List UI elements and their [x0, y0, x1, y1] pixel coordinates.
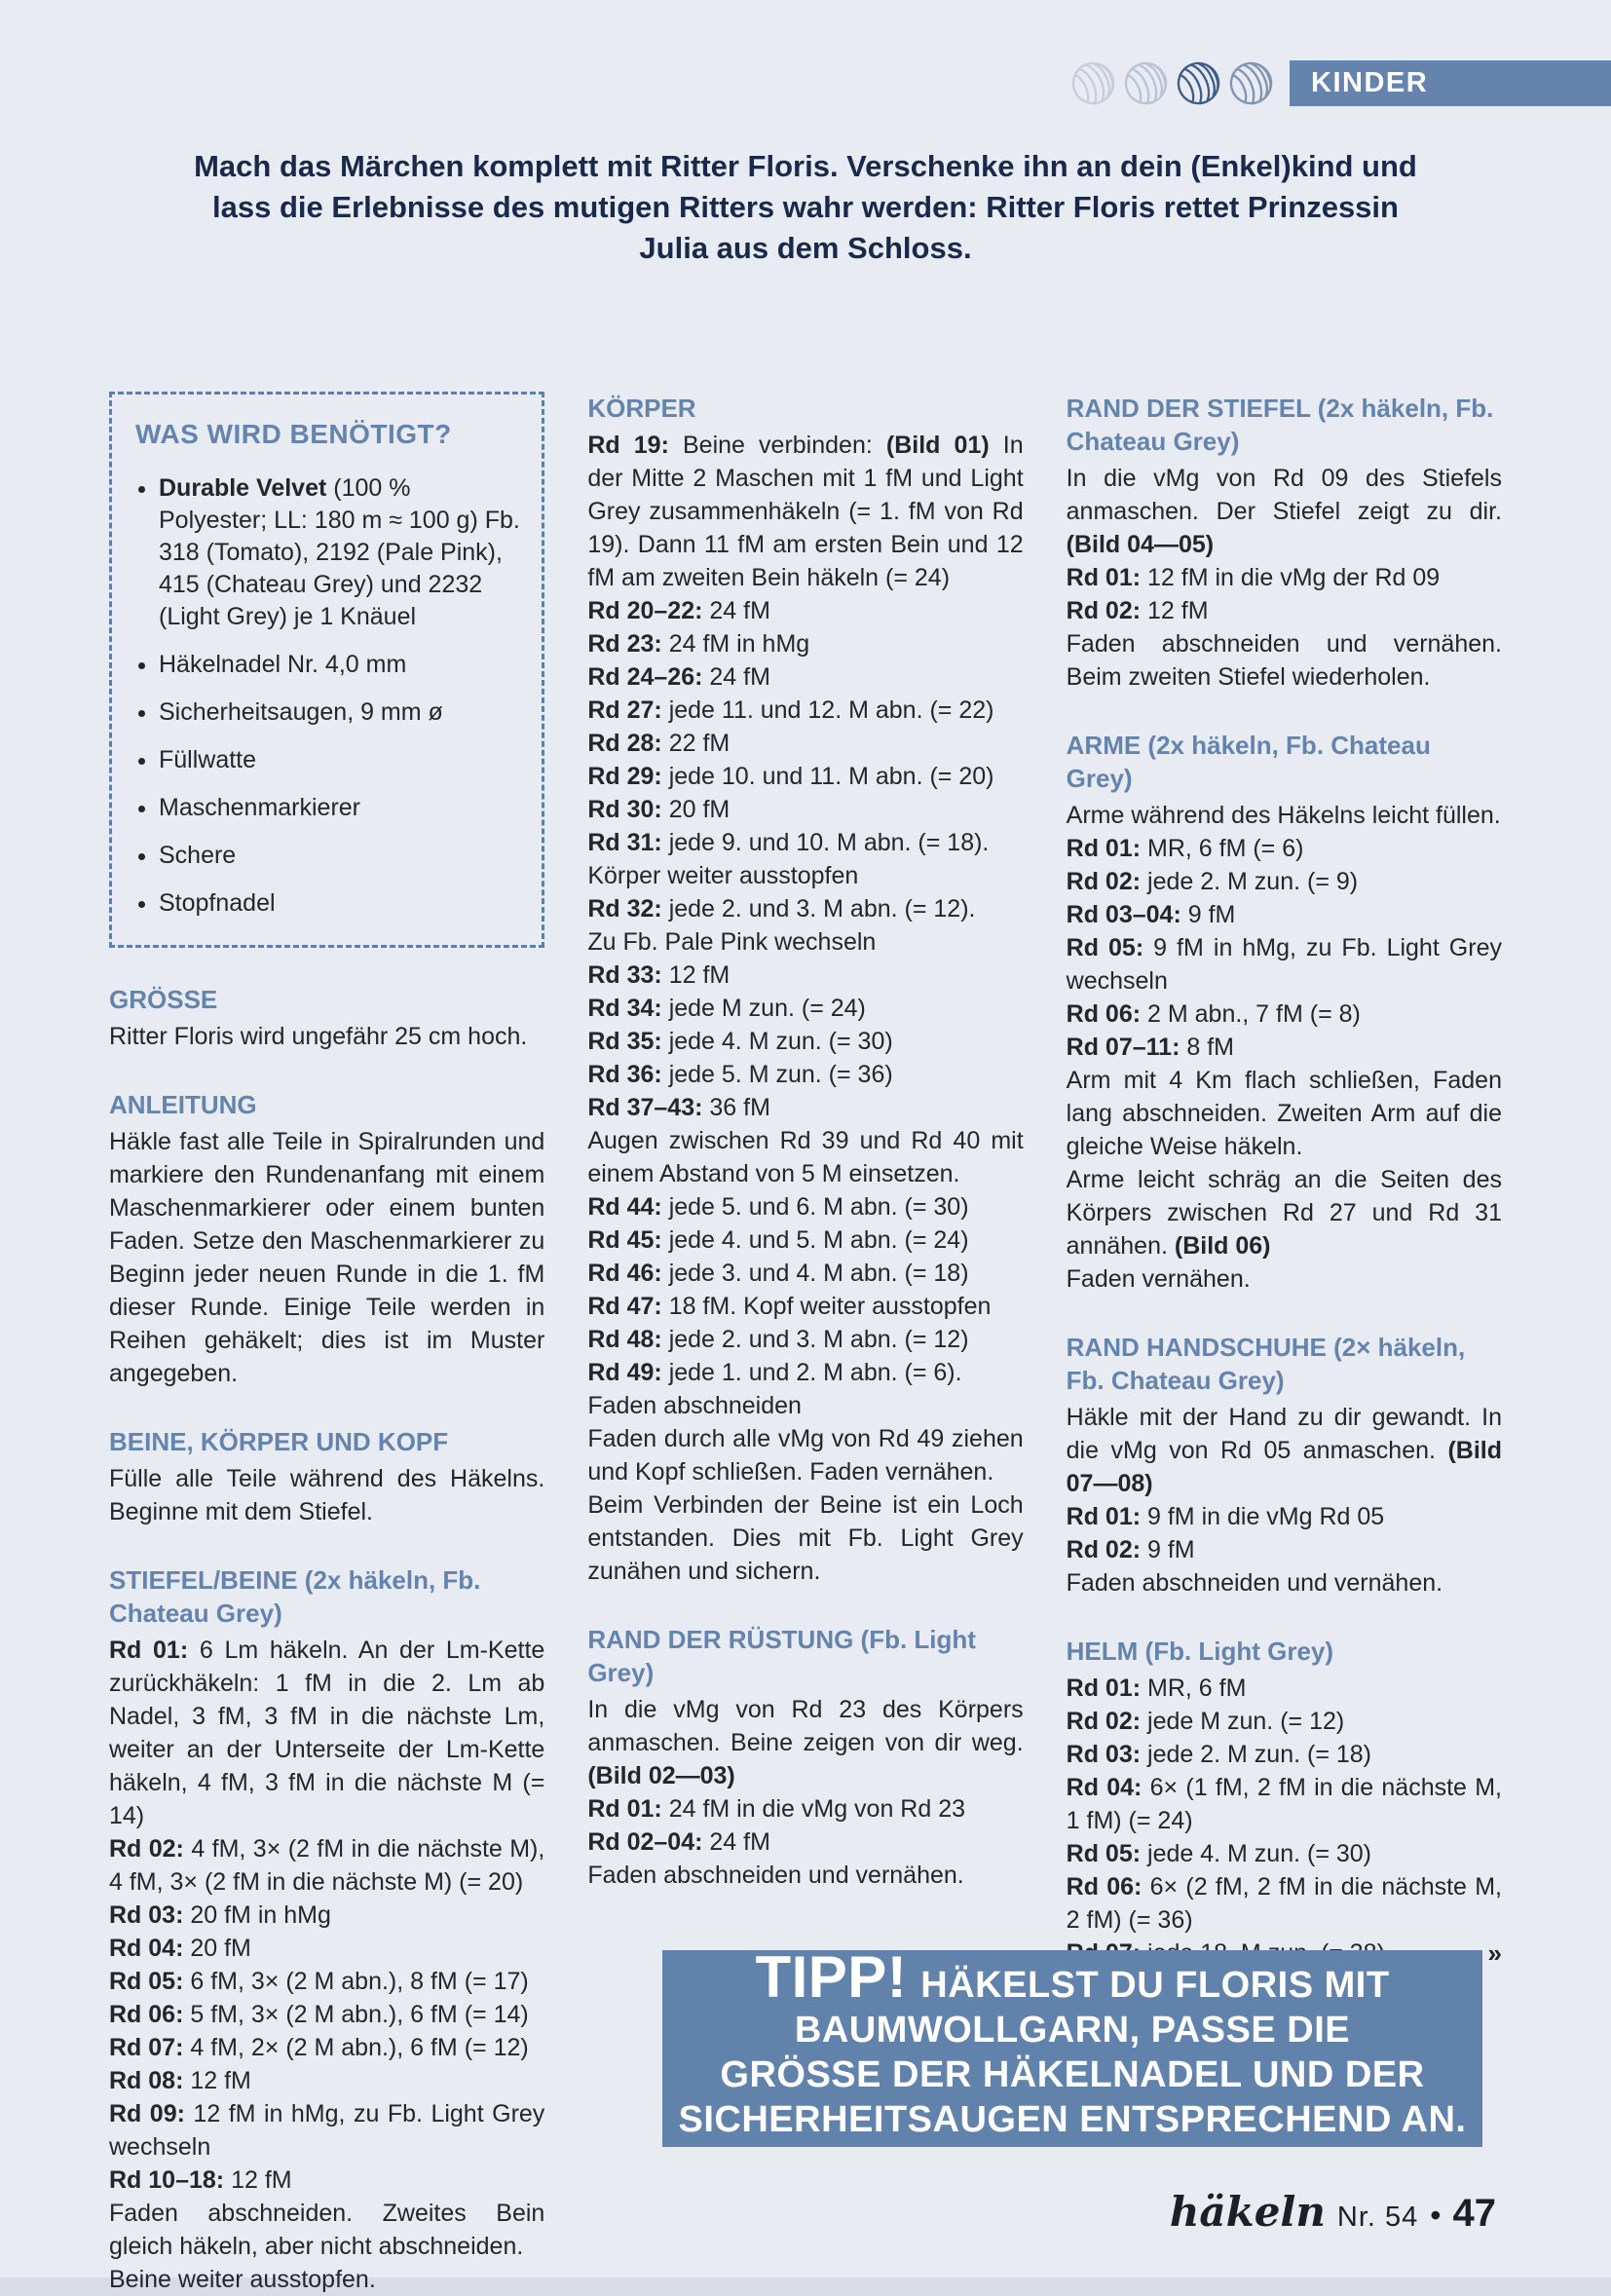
text-line: Rd 20–22: 24 fM [587, 597, 770, 624]
category-bar [1290, 60, 1611, 106]
text-line: Rd 28: 22 fM [587, 730, 731, 757]
continuation-mark-icon: » [1487, 1938, 1502, 1968]
section-body [1067, 1672, 1502, 1970]
page-number: 47 [1452, 2192, 1496, 2235]
section-heading: STIEFEL/BEINE (2x häkeln, Fb. Chateau Grey) [109, 1565, 481, 1628]
section-rand-ruestung [587, 1623, 1023, 1892]
text-line: Rd 03: jede 2. M zun. (= 18) [1066, 1741, 1371, 1768]
text-line: Ritter Floris wird ungefähr 25 cm hoch. [109, 1023, 528, 1050]
text-line: Rd 04: 6× (1 fM, 2 fM in die nächste M, 1 fM) (= 24) [1066, 1774, 1502, 1834]
text-line: Rd 02: 4 fM, 3× (2 fM in die nächste M), 4 fM, 3× (2 fM in die nächste M) (= 20) [109, 1835, 545, 1896]
section-body [109, 1462, 544, 1528]
category-label: KINDER [1311, 67, 1429, 98]
text-line: Rd 01: 6 Lm häkeln. An der Lm-Kette zurückhäkeln: 1 fM in die 2. Lm ab Nadel, 3 fM, 3 fM in die nächste Lm, weiter an der Unterseite der Lm-Kette häkeln, 4 fM, 3 fM in die nächste M (= 14) [109, 1637, 545, 1829]
text-line: Rd 35: jede 4. M zun. (= 30) [587, 1028, 893, 1055]
text-line: Rd 36: jede 5. M zun. (= 36) [587, 1061, 893, 1088]
text-line: Rd 27: jede 11. und 12. M abn. (= 22) [587, 696, 994, 724]
text-line: Rd 03: 20 fM in hMg [109, 1901, 331, 1929]
text-line: Häkle fast alle Teile in Spiralrunden und markiere den Rundenanfang mit einem Maschenmarkierer oder einem bunten Faden. Setze den Maschenmarkierer zu Beginn jeder neuen Runde in die 1. fM dieser Runde. Einige Teile werden in Reihen gehäkelt; dies ist im Muster angegeben. [109, 1128, 545, 1387]
tip-text: HÄKELST DU FLORIS MIT [920, 1965, 1390, 2006]
materials-box [109, 392, 544, 948]
text-line: Rd 01: MR, 6 fM [1066, 1675, 1247, 1702]
text-line: Arm mit 4 Km flach schließen, Faden lang abschneiden. Zweiten Arm auf die gleiche Weise häkeln. [1066, 1067, 1502, 1160]
text-line: Rd 23: 24 fM in hMg [587, 630, 810, 658]
section-groesse [109, 983, 544, 1053]
section-helm [1067, 1635, 1502, 1970]
text-line: Faden abschneiden und vernähen. [587, 1862, 964, 1889]
text-line: Rd 07–11: 8 fM [1066, 1034, 1234, 1061]
text-line: Rd 24–26: 24 fM [587, 663, 770, 691]
section-rand-handschuhe [1067, 1331, 1502, 1600]
section-body [109, 1020, 544, 1053]
text-line: Rd 08: 12 fM [109, 2067, 251, 2094]
text-line: Beim Verbinden der Beine ist ein Loch entstanden. Dies mit Fb. Light Grey zunähen und sichern. [587, 1491, 1024, 1585]
text-line: Rd 47: 18 fM. Kopf weiter ausstopfen [587, 1293, 992, 1320]
text-line: Faden abschneiden und vernähen. Beim zweiten Stiefel wiederholen. [1066, 630, 1502, 691]
text-line: Arme leicht schräg an die Seiten des Körpers zwischen Rd 27 und Rd 31 annähen. (Bild 06) [1066, 1166, 1502, 1260]
section-heading: KÖRPER [587, 394, 696, 423]
text-line: Rd 01: 9 fM in die vMg Rd 05 [1066, 1503, 1385, 1530]
section-heading: RAND DER RÜSTUNG (Fb. Light Grey) [587, 1625, 976, 1687]
text-line: Rd 02–04: 24 fM [587, 1828, 770, 1856]
text-line: Rd 01: 12 fM in die vMg der Rd 09 [1066, 564, 1441, 591]
column-left [109, 392, 544, 2296]
text-line: Rd 10–18: 12 fM [109, 2166, 292, 2194]
section-heading: RAND DER STIEFEL (2x häkeln, Fb. Chateau Grey) [1066, 394, 1494, 456]
yarn-ball-icon [1176, 60, 1221, 106]
tip-line: GRÖSSE DER HÄKELNADEL UND DER [720, 2054, 1425, 2095]
headline-line: Mach das Märchen komplett mit Ritter Floris. Verschenke ihn an dein (Enkel)kind und [194, 149, 1417, 183]
yarn-ball-icons [1070, 60, 1274, 106]
section-rand-stiefel [1067, 392, 1502, 694]
text-line: Rd 02: jede 2. M zun. (= 9) [1066, 868, 1359, 895]
text-line: Rd 03–04: 9 fM [1066, 901, 1236, 928]
text-line: Rd 05: 9 fM in hMg, zu Fb. Light Grey wechseln [1066, 934, 1502, 995]
tip-line [755, 1944, 1390, 2010]
text-line: Rd 49: jede 1. und 2. M abn. (= 6). [587, 1359, 962, 1386]
tip-label: TIPP! [755, 1944, 908, 2010]
section-heading: ANLEITUNG [109, 1090, 257, 1119]
text-line: Faden abschneiden und vernähen. [1066, 1569, 1443, 1597]
text-line: Rd 31: jede 9. und 10. M abn. (= 18). [587, 829, 990, 856]
page-footer [1170, 2188, 1496, 2236]
text-line: Faden abschneiden [587, 1392, 802, 1419]
section-beine-koerper-kopf [109, 1425, 544, 1528]
text-line: Rd 06: 2 M abn., 7 fM (= 8) [1066, 1000, 1361, 1028]
text-line: Arme während des Häkelns leicht füllen. [1066, 802, 1501, 829]
text-line: Beine weiter ausstopfen. [109, 2266, 376, 2293]
section-anleitung [109, 1088, 544, 1390]
section-body [587, 429, 1023, 1588]
text-line: Faden abschneiden. Zweites Bein gleich häkeln, aber nicht abschneiden. [109, 2200, 545, 2260]
text-line: Rd 45: jede 4. und 5. M abn. (= 24) [587, 1226, 969, 1254]
text-line: Rd 46: jede 3. und 4. M abn. (= 18) [587, 1260, 969, 1287]
text-line: Rd 44: jede 5. und 6. M abn. (= 30) [587, 1193, 969, 1221]
section-body [1067, 462, 1502, 694]
yarn-ball-icon [1123, 60, 1169, 106]
text-line: Rd 37–43: 36 fM [587, 1094, 770, 1121]
section-heading: RAND HANDSCHUHE (2× häkeln, Fb. Chateau Grey) [1066, 1333, 1466, 1395]
section-body [1067, 1401, 1502, 1600]
section-koerper [587, 392, 1023, 1588]
text-line: Rd 30: 20 fM [587, 796, 731, 823]
text-line: Körper weiter ausstopfen [587, 862, 859, 889]
magazine-name: häkeln [1169, 2188, 1326, 2236]
text-line: • Durable Velvet (100 % Polyester; LL: 180 m ≈ 100 g) Fb. 318 (Tomato), 2192 (Pale Pink), 415 (Chateau Grey) und 2232 (Light Grey) je 1 Knäuel [159, 472, 522, 633]
issue-number: Nr. 54 [1336, 2202, 1419, 2233]
yarn-ball-icon [1228, 60, 1274, 106]
text-line: Rd 07: 4 fM, 2× (2 M abn.), 6 fM (= 12) [109, 2034, 529, 2061]
section-body [587, 1693, 1023, 1892]
text-line: Rd 05: jede 4. M zun. (= 30) [1066, 1840, 1371, 1867]
footer-separator: • [1430, 2198, 1442, 2233]
section-heading: HELM (Fb. Light Grey) [1066, 1637, 1334, 1666]
text-line: Rd 02: jede M zun. (= 12) [1066, 1708, 1345, 1735]
text-line: Rd 06: 5 fM, 3× (2 M abn.), 6 fM (= 14) [109, 2001, 529, 2028]
text-line: • Häkelnadel Nr. 4,0 mm [159, 649, 522, 681]
section-stiefel-beine [109, 1563, 544, 2296]
category-row [0, 60, 1611, 106]
section-body [1067, 799, 1502, 1296]
text-line: Rd 01: MR, 6 fM (= 6) [1066, 835, 1304, 862]
text-line: In die vMg von Rd 23 des Körpers anmaschen. Beine zeigen von dir weg. (Bild 02—03) [587, 1696, 1024, 1789]
section-heading: BEINE, KÖRPER UND KOPF [109, 1427, 449, 1456]
text-line: • Schere [159, 840, 522, 872]
page-headline [0, 146, 1611, 269]
text-line: • Stopfnadel [159, 887, 522, 920]
text-line: Faden vernähen. [1066, 1265, 1251, 1293]
text-line: Häkle mit der Hand zu dir gewandt. In die vMg von Rd 05 anmaschen. (Bild 07—08) [1066, 1404, 1502, 1497]
text-line: Rd 02: 12 fM [1066, 597, 1209, 624]
text-line: Rd 02: 9 fM [1066, 1536, 1195, 1563]
text-line: • Sicherheitsaugen, 9 mm ø [159, 696, 522, 729]
text-line: Rd 29: jede 10. und 11. M abn. (= 20) [587, 763, 994, 790]
tip-line: BAUMWOLLGARN, PASSE DIE [794, 2010, 1351, 2051]
section-body [109, 1634, 544, 2296]
text-line: • Maschenmarkierer [159, 792, 522, 824]
yarn-ball-icon [1070, 60, 1116, 106]
text-line: Rd 01: 24 fM in die vMg von Rd 23 [587, 1795, 966, 1823]
headline-line: Julia aus dem Schloss. [639, 231, 972, 265]
text-line: Rd 06: 6× (2 fM, 2 fM in die nächste M, 2 fM) (= 36) [1066, 1873, 1502, 1934]
text-line: Augen zwischen Rd 39 und Rd 40 mit einem Abstand von 5 M einsetzen. [587, 1127, 1024, 1187]
text-line: Fülle alle Teile während des Häkelns. Beginne mit dem Stiefel. [109, 1465, 545, 1525]
text-line: • Füllwatte [159, 744, 522, 776]
text-line: Rd 33: 12 fM [587, 961, 731, 989]
tip-box [662, 1944, 1482, 2147]
materials-box-title: WAS WIRD BENÖTIGT? [135, 419, 452, 449]
section-heading: ARME (2x häkeln, Fb. Chateau Grey) [1066, 731, 1431, 793]
text-line: Rd 09: 12 fM in hMg, zu Fb. Light Grey wechseln [109, 2100, 545, 2161]
text-line: Faden durch alle vMg von Rd 49 ziehen und Kopf schließen. Faden vernähen. [587, 1425, 1024, 1486]
text-line: Rd 32: jede 2. und 3. M abn. (= 12). [587, 895, 976, 922]
text-line: Rd 34: jede M zun. (= 24) [587, 995, 866, 1022]
section-arme [1067, 729, 1502, 1296]
text-line: Rd 48: jede 2. und 3. M abn. (= 12) [587, 1326, 969, 1353]
text-line: Rd 04: 20 fM [109, 1935, 251, 1962]
text-line: In die vMg von Rd 09 des Stiefels anmaschen. Der Stiefel zeigt zu dir. (Bild 04—05) [1066, 465, 1502, 558]
text-line: Zu Fb. Pale Pink wechseln [587, 928, 877, 956]
text-line: Rd 19: Beine verbinden: (Bild 01) In der Mitte 2 Maschen mit 1 fM und Light Grey zusammenhäkeln (= 1. fM von Rd 19). Dann 11 fM am ersten Bein und 12 fM am zweiten Bein häkeln (= 24) [587, 432, 1024, 591]
text-line: Rd 05: 6 fM, 3× (2 M abn.), 8 fM (= 17) [109, 1968, 529, 1995]
section-heading: GRÖSSE [109, 985, 218, 1014]
tip-line: SICHERHEITSAUGEN ENTSPRECHEND AN. [678, 2099, 1467, 2140]
section-body [109, 1125, 544, 1390]
materials-list [135, 472, 522, 920]
headline-line: lass die Erlebnisse des mutigen Ritters wahr werden: Ritter Floris rettet Prinzessin [212, 190, 1399, 224]
